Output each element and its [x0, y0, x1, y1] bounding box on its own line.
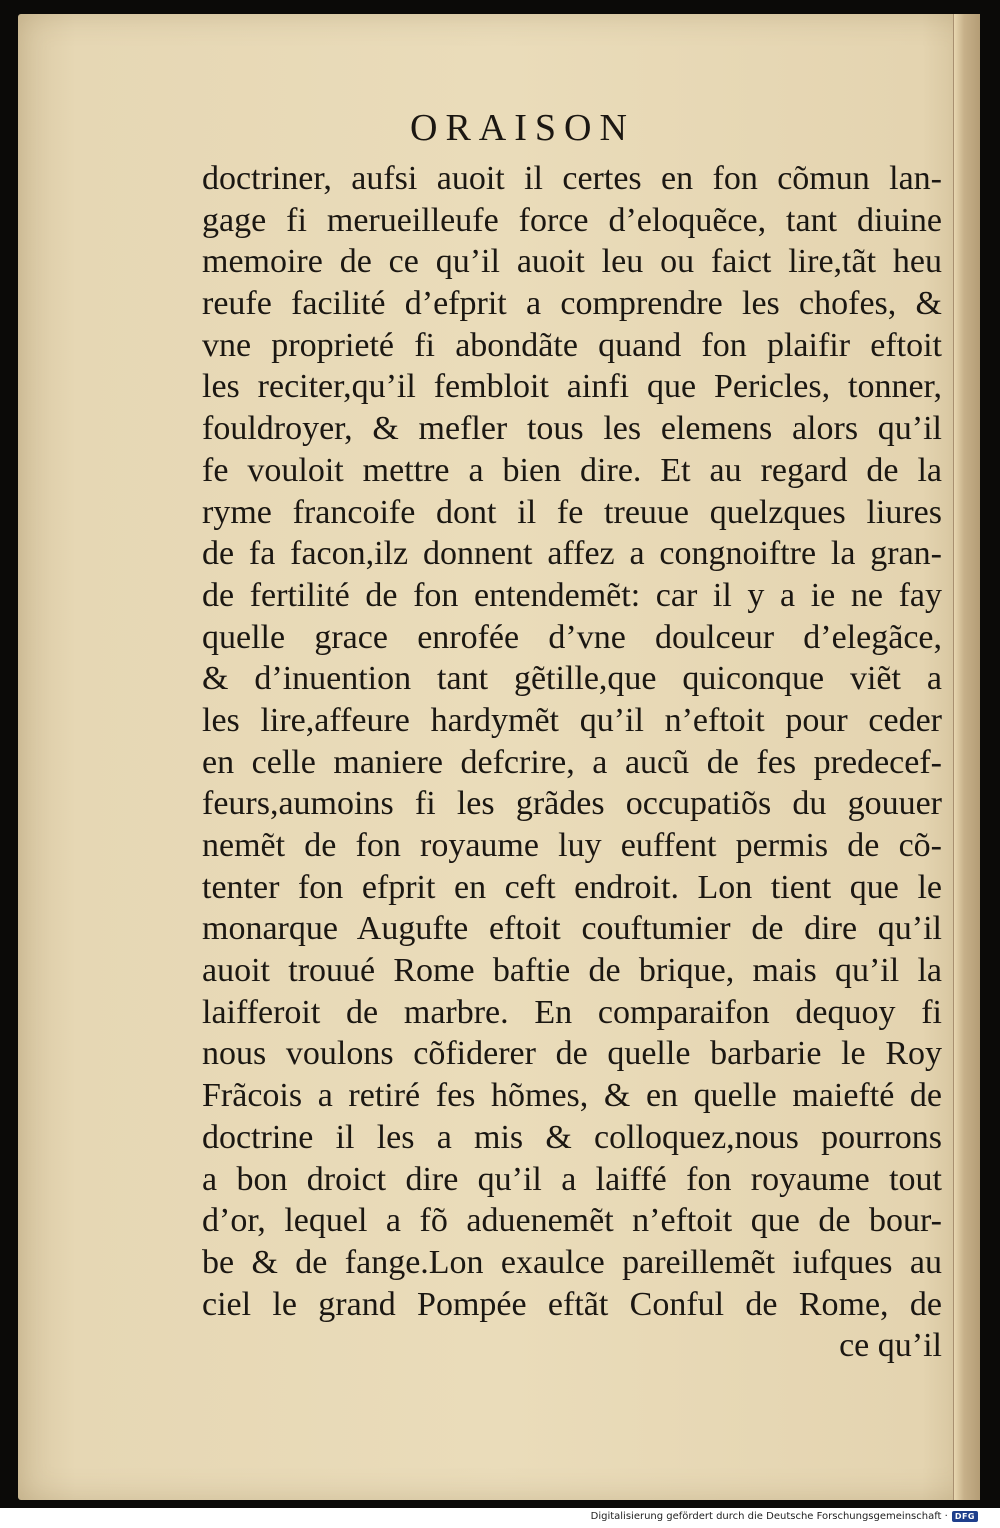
text-line: Frãcois a retiré fes hõmes, & en quelle maiefté de: [202, 1077, 942, 1115]
text-line: memoire de ce qu’il auoit leu ou faict lire,tãt heu: [202, 243, 942, 281]
text-block: [202, 158, 942, 1367]
text-line: tenter fon efprit en ceft endroit. Lon tient que le: [202, 868, 942, 906]
text-line: auoit trouué Rome baftie de brique, mais qu’il la: [202, 952, 942, 990]
text-line: ciel le grand Pompée eftãt Conful de Rome, de: [202, 1285, 942, 1323]
text-line: les lire,affeure hardymẽt qu’il n’eftoit pour ceder: [202, 701, 942, 739]
text-line: vne proprieté fi abondãte quand fon plaifir eftoit: [202, 326, 942, 364]
text-line: be & de fange.Lon exaulce pareillemẽt iufques au: [202, 1243, 942, 1281]
text-line: & d’inuention tant gẽtille,que quiconque viẽt a: [202, 660, 942, 698]
text-line: fouldroyer, & mefler tous les elemens alors qu’il: [202, 410, 942, 448]
text-line: reufe facilité d’efprit a comprendre les chofes, &: [202, 285, 942, 323]
text-line: de fertilité de fon entendemẽt: car il y a ie ne fay: [202, 576, 942, 614]
catchword: ce qu’il: [839, 1327, 942, 1365]
dfg-logo-icon: DFG: [952, 1511, 978, 1522]
text-line: doctriner, aufsi auoit il certes en fon cõmun lan-: [202, 160, 942, 197]
text-line: quelle grace enrofée d’vne doulceur d’elegãce,: [202, 618, 942, 656]
text-line: nous voulons cõfiderer de quelle barbarie le Roy: [202, 1035, 942, 1073]
text-line: ryme francoife dont il fe treuue quelzques liures: [202, 493, 942, 531]
text-line: doctrine il les a mis & colloquez,nous pourrons: [202, 1118, 942, 1156]
text-line: les reciter,qu’il fembloit ainfi que Pericles, tonner,: [202, 368, 942, 406]
text-line: feurs,aumoins fi les grãdes occupatiõs du gouuer: [202, 785, 942, 823]
text-line: a bon droict dire qu’il a laiffé fon royaume tout: [202, 1160, 942, 1198]
text-line: nemẽt de fon royaume luy euffent permis de cõ-: [202, 827, 942, 864]
text-line: de fa facon,ilz donnent affez a congnoiftre la gran-: [202, 535, 942, 573]
text-line: d’or, lequel a fõ aduenemẽt n’eftoit que de bour-: [202, 1202, 942, 1240]
credit-text: Digitalisierung gefördert durch die Deutsche Forschungsgemeinschaft ·: [590, 1511, 948, 1522]
digitization-credit: [591, 1511, 978, 1522]
page-edge: [953, 14, 980, 1500]
text-line: fe vouloit mettre a bien dire. Et au regard de la: [202, 451, 942, 489]
text-line: gage fi merueilleufe force d’eloquẽce, tant diuine: [202, 201, 942, 239]
running-head: ORAISON: [410, 107, 635, 149]
text-line: monarque Augufte eftoit couftumier de dire qu’il: [202, 910, 942, 948]
text-line: laifferoit de marbre. En comparaifon dequoy fi: [202, 993, 942, 1031]
text-line: en celle maniere defcrire, a aucũ de fes predecef-: [202, 743, 942, 781]
